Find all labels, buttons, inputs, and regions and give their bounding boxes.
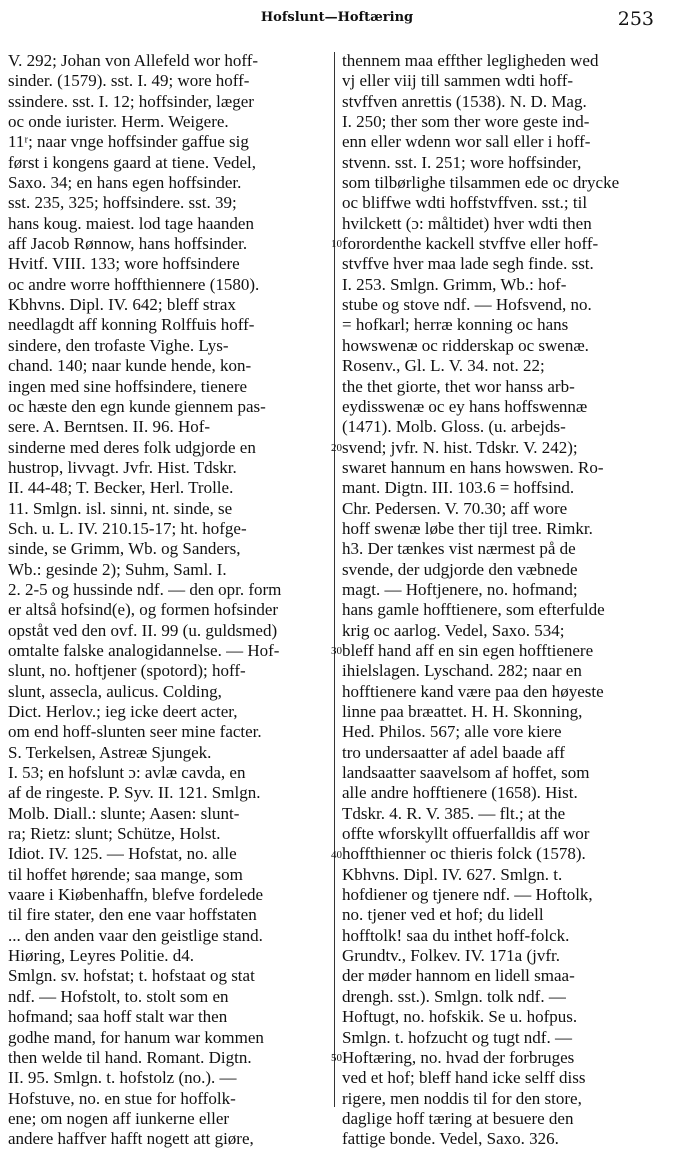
right-column-line: eydisswenæ oc ey hans hoffswennæ [342,396,588,416]
left-column-line: om end hoff-slunten seer mine facter. [8,722,262,742]
right-column-line: hoff swenæ løbe ther tijl tree. Rimkr. [342,518,593,538]
left-column-line: sindere, den trofaste Vighe. Lys- [8,335,229,355]
right-column-line: som tilbørlighe tilsammen ede oc drycke [342,173,620,193]
left-column-line: Saxo. 34; en hans egen hoffsinder. [8,173,242,193]
left-column-line: sinderne med deres folk udgjorde en [8,437,256,457]
left-column-line: godhe mand, for hanum war kommen [8,1027,264,1047]
left-column-line: II. 95. Smlgn. t. hofstolz (no.). — [8,1068,237,1088]
right-column-line: rigere, men noddis til for den store, [342,1088,582,1108]
running-head [0,10,674,34]
left-column-line: then welde til hand. Romant. Digtn. [8,1047,252,1067]
left-column-line: Hiøring, Leyres Politie. d4. [8,946,195,966]
left-column-line: oc hæste den egn kunde giennem pas- [8,396,266,416]
left-column-line: først i kongens gaard at tiene. Vedel, [8,152,257,172]
right-column-line: stube og stove ndf. — Hofsvend, no. [342,295,592,315]
right-column-line: tro undersaatter af adel baade aff [342,742,565,762]
right-column-line: daglige hoff tæring at besuere den [342,1108,574,1128]
left-column-line: sinder. (1579). sst. I. 49; wore hoff- [8,71,250,91]
left-column-line: hustrop, livvagt. Jvfr. Hist. Tdskr. [8,457,237,477]
left-column-line: oc andre worre hoffthiennere (1580). [8,274,260,294]
left-column-line: Hvitf. VIII. 133; wore hoffsindere [8,254,240,274]
left-column-line: Dict. Herlov.; ieg icke deert acter, [8,702,238,721]
right-column-line: swaret hannum en hans howswen. Ro- [342,457,604,477]
right-column-line: Hoftæring, no. hvad der forbruges [342,1047,575,1067]
left-column-line: sere. A. Berntsen. II. 96. Hof- [8,417,211,437]
right-column-line: Chr. Pedersen. V. 70.30; aff wore [342,498,568,518]
right-column-line: Kbhvns. Dipl. IV. 627. Smlgn. t. [342,864,563,884]
right-column-line: alle andre hofftienere (1658). Hist. [342,783,578,803]
left-column-line: 11ʳ; naar vnge hoffsinder gaffue sig [8,132,249,152]
left-column-line: vaare i Kiøbenhaffn, blefve fordelede [8,885,264,905]
left-column-line: Smlgn. sv. hofstat; t. hofstaat og stat [8,966,255,986]
right-column-line: Hed. Philos. 567; alle vore kiere [342,722,562,742]
right-column-line: thennem maa effther legligheden wed [342,51,599,70]
right-column-line: h3. Der tænkes vist nærmest på de [342,539,576,559]
left-column-line: aff Jacob Rønnow, hans hoffsinder. [8,234,248,254]
right-column-line: mant. Digtn. III. 103.6 = hoffsind. [342,478,575,498]
right-column-line: hofftolk! saa du inthet hoff-folck. [342,925,570,945]
right-column-line: Grundtv., Folkev. IV. 171a (jvfr. [342,946,560,966]
right-column-line: the thet giorte, thet wor hanss arb- [342,376,575,396]
left-column-line: sinde, se Grimm, Wb. og Sanders, [8,539,241,559]
right-column-line: Smlgn. t. hofzucht og tugt ndf. — [342,1027,572,1047]
left-column-line: I. 53; en hofslunt ɔ: avlæ cavda, en [8,763,246,783]
left-column-line: needlagdt aff konning Rolffuis hoff- [8,315,255,335]
right-column-line: oc bliffwe wdti hoffstvffven. sst.; til [342,193,588,213]
left-column [8,51,328,1149]
right-column-line: svend; jvfr. N. hist. Tdskr. V. 242); [342,437,578,457]
left-column-line: chand. 140; naar kunde hende, kon- [8,356,252,376]
left-column-line: til hoffet hørende; saa mange, som [8,864,243,884]
left-column-line: ndf. — Hofstolt, to. stolt som en [8,986,229,1006]
right-column-line: Hoftugt, no. hofskik. Se u. hofpus. [342,1007,578,1027]
right-column-line: hofdiener og tjenere ndf. — Hoftolk, [342,885,593,905]
right-column-line: enn eller wdenn wor sall eller i hoff- [342,132,591,152]
left-column-line: hans koug. maiest. lod tage haanden [8,213,254,233]
right-column-line: forordenthe kackell stvffve eller hoff- [342,234,599,254]
right-column-line: ved et hof; bleff hand icke selff diss [342,1068,586,1088]
left-column-line: sst. 235, 325; hoffsindere. sst. 39; [8,193,237,213]
right-column-line: Tdskr. 4. R. V. 385. — flt.; at the [342,803,566,823]
left-column-line: andere haffver hafft nogett att giøre, [8,1129,254,1149]
right-column-line: hofftienere kand være paa den høyeste [342,681,604,701]
left-column-line: oc onde iurister. Herm. Weigere. [8,112,229,132]
left-column-line: slunt, no. hoftjener (spotord); hoff- [8,661,246,681]
line-number: 20 [331,441,342,454]
right-column-line: I. 250; ther som ther wore geste ind- [342,112,590,132]
running-head-title: Hofslunt—Hoftæring [260,10,414,25]
column-divider [334,52,335,1107]
right-column-line: svende, der udgjorde den væbnede [342,559,578,579]
left-column-line: opståt ved den ovf. II. 99 (u. guldsmed) [8,620,278,640]
left-column-line: ene; om nogen aff iunkerne eller [8,1108,230,1128]
left-column-line: Wb.: gesinde 2); Suhm, Saml. I. [8,559,227,579]
right-column-line: drengh. sst.). Smlgn. tolk ndf. — [342,986,566,1006]
right-column-line: Rosenv., Gl. L. V. 34. not. 22; [342,356,545,376]
right-column-line: howswenæ oc ridderskap oc swenæ. [342,335,589,355]
line-number: 30 [331,645,342,658]
line-number: 10 [331,238,342,251]
right-column-line: ihielslagen. Lyschand. 282; naar en [342,661,582,681]
line-number: 40 [331,848,342,861]
right-column-line: fattige bonde. Vedel, Saxo. 326. [342,1129,559,1149]
left-column-line: 2. 2-5 og hussinde ndf. — den opr. form [8,579,282,599]
right-column-line: landsaatter saavelsom af hoffet, som [342,763,590,783]
left-column-line: slunt, assecla, aulicus. Colding, [8,681,222,701]
right-column-line: bleff hand aff en sin egen hofftienere [342,640,594,660]
right-column [342,51,662,1149]
left-column-line: af de ringeste. P. Syv. II. 121. Smlgn. [8,783,261,803]
line-number: 50 [331,1052,342,1065]
left-column-line: 11. Smlgn. isl. sinni, nt. sinde, se [8,498,233,518]
left-column-line: Idiot. IV. 125. — Hofstat, no. alle [8,844,237,864]
left-column-line: Sch. u. L. IV. 210.15-17; ht. hofge- [8,518,247,538]
left-column-line: omtalte falske analogidannelse. — Hof- [8,640,280,660]
right-column-line: linne paa bræattet. H. H. Skonning, [342,702,583,721]
right-column-line: hoffthienner oc thieris folck (1578). [342,844,586,864]
left-column-line: Kbhvns. Dipl. IV. 642; bleff strax [8,295,236,315]
right-column-line: krig oc aarlog. Vedel, Saxo. 534; [342,620,565,640]
right-column-line: (1471). Molb. Gloss. (u. arbejds- [342,417,566,437]
right-column-line: stvffven anrettis (1538). N. D. Mag. [342,91,587,111]
right-column-line: hvilckett (ɔ: måltidet) hver wdti then [342,213,592,233]
left-column-line: ingen med sine hoffsindere, tienere [8,376,248,396]
right-column-line: stvenn. sst. I. 251; wore hoffsinder, [342,152,582,172]
left-column-line: ra; Rietz: slunt; Schütze, Holst. [8,824,221,844]
left-column-line: hofmand; saa hoff stalt war then [8,1007,228,1027]
left-column-line: ssindere. sst. I. 12; hoffsinder, læger [8,91,254,111]
right-column-line: no. tjener ved et hof; du lidell [342,905,544,925]
left-column-line: er altså hofsind(e), og formen hofsinder [8,600,279,620]
right-column-line: = hofkarl; herræ konning oc hans [342,315,569,335]
page-number: 253 [617,8,654,30]
right-column-line: stvffve hver maa lade segh finde. sst. [342,254,594,274]
left-column-line: S. Terkelsen, Astreæ Sjungek. [8,742,212,762]
right-column-line: I. 253. Smlgn. Grimm, Wb.: hof- [342,274,567,294]
left-column-line: ... den anden vaar den geistlige stand. [8,925,263,945]
right-column-line: der møder hannom en lidell smaa- [342,966,575,986]
left-column-line: V. 292; Johan von Allefeld wor hoff- [8,51,259,70]
left-column-line: Hofstuve, no. en stue for hoffolk- [8,1088,236,1108]
left-column-line: Molb. Diall.: slunte; Aasen: slunt- [8,803,240,823]
left-column-line: II. 44-48; T. Becker, Herl. Trolle. [8,478,234,498]
right-column-line: hans gamle hofftienere, som efterfulde [342,600,605,620]
right-column-line: offte wforskyllt offuerfalldis aff wor [342,824,590,844]
right-column-line: vj eller viij till sammen wdti hoff- [342,71,574,91]
left-column-line: til fire stater, den ene vaar hoffstaten [8,905,257,925]
right-column-line: magt. — Hoftjenere, no. hofmand; [342,579,578,599]
